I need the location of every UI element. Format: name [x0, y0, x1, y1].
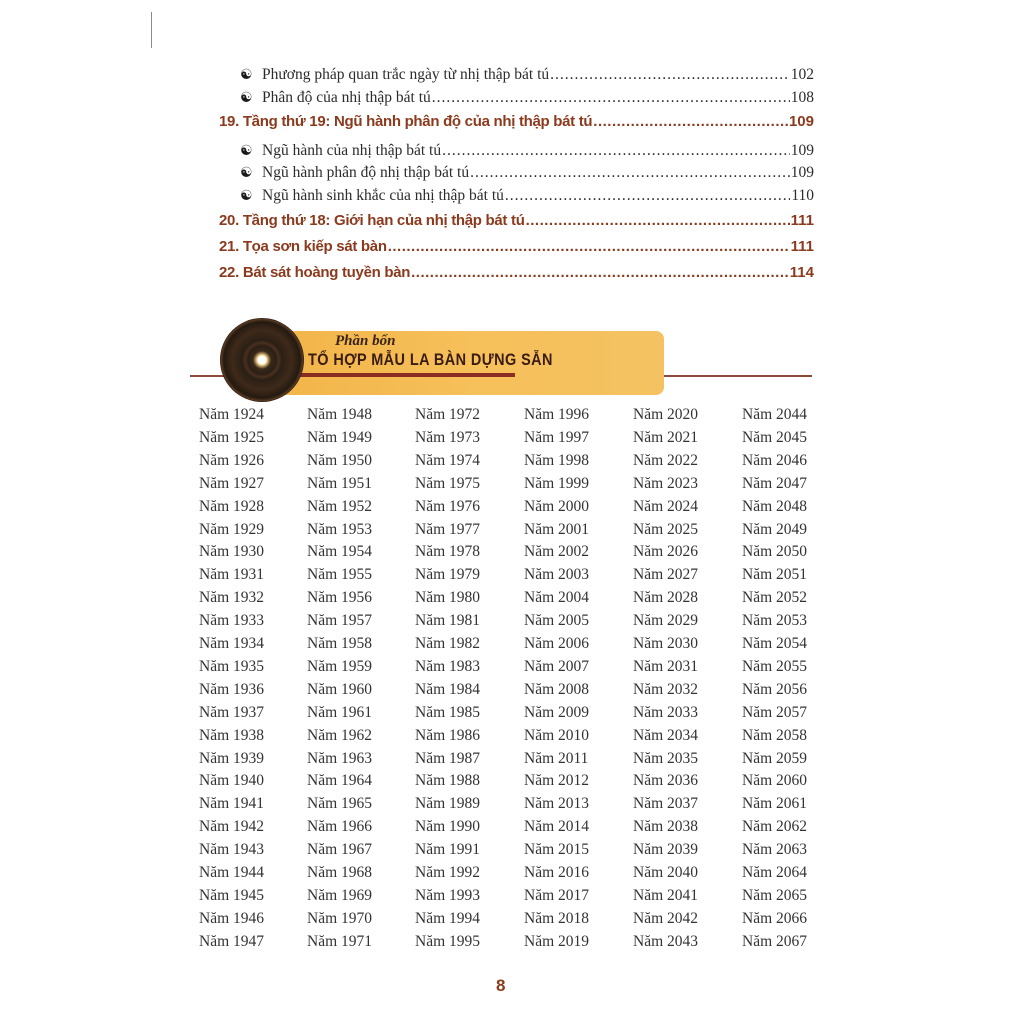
year-entry: Năm 1950	[307, 452, 373, 469]
year-entry: Năm 1935	[199, 658, 265, 675]
year-entry: Năm 1941	[199, 795, 265, 812]
year-entry: Năm 1968	[307, 864, 373, 881]
year-entry: Năm 2009	[524, 704, 590, 721]
toc-page-number: 109	[790, 164, 814, 181]
year-entry: Năm 2014	[524, 818, 590, 835]
year-entry: Năm 2059	[742, 750, 808, 767]
toc-entry-title: 19. Tầng thứ 19: Ngũ hành phân độ của nhị thập bát tú	[219, 113, 593, 130]
year-entry: Năm 2062	[742, 818, 808, 835]
year-entry: Năm 2032	[633, 681, 699, 698]
toc-subentry[interactable]	[240, 66, 814, 84]
section-banner	[190, 315, 820, 410]
year-entry: Năm 1938	[199, 727, 265, 744]
toc-entry-title: Ngũ hành của nhị thập bát tú	[262, 142, 442, 159]
year-entry: Năm 2060	[742, 772, 808, 789]
toc-entry-title: Ngũ hành phân độ nhị thập bát tú	[262, 164, 470, 181]
year-entry: Năm 2016	[524, 864, 590, 881]
year-entry: Năm 2046	[742, 452, 808, 469]
toc-page-number: 114	[789, 264, 814, 281]
year-entry: Năm 1959	[307, 658, 373, 675]
year-entry: Năm 1994	[415, 910, 481, 927]
year-entry: Năm 1940	[199, 772, 265, 789]
year-entry: Năm 1978	[415, 543, 481, 560]
toc-page-number: 109	[790, 142, 814, 159]
year-entry: Năm 1926	[199, 452, 265, 469]
yin-yang-bullet-icon: ☯	[240, 189, 253, 204]
year-entry: Năm 2023	[633, 475, 699, 492]
year-entry: Năm 2005	[524, 612, 590, 629]
dot-leader	[411, 264, 789, 281]
year-entry: Năm 1939	[199, 750, 265, 767]
year-entry: Năm 2008	[524, 681, 590, 698]
year-entry: Năm 1953	[307, 521, 373, 538]
year-entry: Năm 1958	[307, 635, 373, 652]
page-number: 8	[496, 976, 506, 995]
dot-leader	[593, 113, 788, 130]
year-entry: Năm 1996	[524, 406, 590, 423]
year-entry: Năm 1990	[415, 818, 481, 835]
year-entry: Năm 2027	[633, 566, 699, 583]
year-entry: Năm 1954	[307, 543, 373, 560]
year-entry: Năm 2066	[742, 910, 808, 927]
year-entry: Năm 2044	[742, 406, 808, 423]
toc-subentry[interactable]	[240, 142, 814, 160]
year-entry: Năm 1927	[199, 475, 265, 492]
year-entry: Năm 2037	[633, 795, 699, 812]
year-entry: Năm 1966	[307, 818, 373, 835]
year-entry: Năm 1969	[307, 887, 373, 904]
year-entry: Năm 1964	[307, 772, 373, 789]
year-entry: Năm 2039	[633, 841, 699, 858]
year-entry: Năm 1984	[415, 681, 481, 698]
year-entry: Năm 2018	[524, 910, 590, 927]
compass-disc-icon	[220, 318, 304, 402]
year-entry: Năm 1974	[415, 452, 481, 469]
year-entry: Năm 2057	[742, 704, 808, 721]
year-entry: Năm 2021	[633, 429, 699, 446]
year-entry: Năm 2029	[633, 612, 699, 629]
year-entry: Năm 2043	[633, 933, 699, 950]
year-entry: Năm 2019	[524, 933, 590, 950]
year-entry: Năm 1992	[415, 864, 481, 881]
year-entry: Năm 1943	[199, 841, 265, 858]
page-margin-line	[151, 12, 152, 48]
year-entry: Năm 1989	[415, 795, 481, 812]
year-entry: Năm 2033	[633, 704, 699, 721]
year-entry: Năm 1955	[307, 566, 373, 583]
year-entry: Năm 1949	[307, 429, 373, 446]
year-entry: Năm 1957	[307, 612, 373, 629]
year-entry: Năm 2064	[742, 864, 808, 881]
year-entry: Năm 2067	[742, 933, 808, 950]
banner-underline	[285, 373, 515, 377]
year-entry: Năm 1979	[415, 566, 481, 583]
year-entry: Năm 2047	[742, 475, 808, 492]
year-entry: Năm 1977	[415, 521, 481, 538]
year-entry: Năm 2001	[524, 521, 590, 538]
year-entry: Năm 2012	[524, 772, 590, 789]
year-entry: Năm 1987	[415, 750, 481, 767]
year-entry: Năm 2040	[633, 864, 699, 881]
year-entry: Năm 1975	[415, 475, 481, 492]
year-entry: Năm 2000	[524, 498, 590, 515]
year-entry: Năm 2051	[742, 566, 808, 583]
toc-chapter-entry[interactable]	[219, 212, 814, 229]
year-entry: Năm 2063	[742, 841, 808, 858]
year-entry: Năm 2030	[633, 635, 699, 652]
year-entry: Năm 2031	[633, 658, 699, 675]
year-entry: Năm 2050	[742, 543, 808, 560]
year-entry: Năm 2011	[524, 750, 589, 767]
year-entry: Năm 1983	[415, 658, 481, 675]
yin-yang-bullet-icon: ☯	[240, 166, 253, 181]
year-entry: Năm 2049	[742, 521, 808, 538]
year-entry: Năm 1967	[307, 841, 373, 858]
toc-chapter-entry[interactable]	[219, 238, 814, 255]
year-entry: Năm 1937	[199, 704, 265, 721]
year-entry: Năm 1948	[307, 406, 373, 423]
year-entry: Năm 2055	[742, 658, 808, 675]
year-entry: Năm 1965	[307, 795, 373, 812]
toc-subentry[interactable]	[240, 89, 814, 107]
year-entry: Năm 2003	[524, 566, 590, 583]
year-entry: Năm 1960	[307, 681, 373, 698]
year-entry: Năm 1929	[199, 521, 265, 538]
year-entry: Năm 2061	[742, 795, 808, 812]
toc-subentry[interactable]	[240, 187, 814, 205]
year-entry: Năm 1932	[199, 589, 265, 606]
year-entry: Năm 2010	[524, 727, 590, 744]
year-entry: Năm 2053	[742, 612, 808, 629]
dot-leader	[505, 187, 790, 205]
year-entry: Năm 2007	[524, 658, 590, 675]
section-subtitle: Phần bốn	[335, 333, 396, 349]
dot-leader	[470, 164, 790, 182]
year-entry: Năm 2065	[742, 887, 808, 904]
toc-chapter-entry[interactable]	[219, 113, 814, 130]
yin-yang-bullet-icon: ☯	[240, 144, 253, 159]
year-entry: Năm 1988	[415, 772, 481, 789]
year-entry: Năm 2025	[633, 521, 699, 538]
toc-page-number: 109	[788, 113, 814, 130]
toc-entry-title: Phân độ của nhị thập bát tú	[262, 89, 431, 106]
toc-page-number: 110	[791, 187, 814, 204]
year-entry: Năm 2026	[633, 543, 699, 560]
year-entry: Năm 1942	[199, 818, 265, 835]
year-entry: Năm 2036	[633, 772, 699, 789]
toc-page-number: 108	[790, 89, 814, 106]
year-entry: Năm 2006	[524, 635, 590, 652]
toc-entry-title: 20. Tầng thứ 18: Giới hạn của nhị thập bát tú	[219, 212, 525, 229]
year-entry: Năm 1961	[307, 704, 373, 721]
year-entry: Năm 1951	[307, 475, 373, 492]
section-title: TỔ HỢP MẪU LA BÀN DỰNG SẴN	[308, 350, 553, 369]
year-entry: Năm 1933	[199, 612, 265, 629]
year-entry: Năm 1986	[415, 727, 481, 744]
year-entry: Năm 1993	[415, 887, 481, 904]
yin-yang-bullet-icon: ☯	[240, 68, 253, 83]
year-entry: Năm 2015	[524, 841, 590, 858]
year-entry: Năm 2035	[633, 750, 699, 767]
toc-entry-title: Phương pháp quan trắc ngày từ nhị thập bát tú	[262, 66, 550, 83]
year-entry: Năm 2054	[742, 635, 808, 652]
year-entry: Năm 1936	[199, 681, 265, 698]
year-entry: Năm 2013	[524, 795, 590, 812]
yin-yang-bullet-icon: ☯	[240, 91, 253, 106]
toc-entry-title: 21. Tọa sơn kiếp sát bàn	[219, 238, 387, 255]
year-entry: Năm 1924	[199, 406, 265, 423]
dot-leader	[432, 89, 790, 107]
year-entry: Năm 2042	[633, 910, 699, 927]
year-entry: Năm 2045	[742, 429, 808, 446]
year-entry: Năm 2017	[524, 887, 590, 904]
year-entry: Năm 1980	[415, 589, 481, 606]
year-entry: Năm 1962	[307, 727, 373, 744]
year-entry: Năm 1930	[199, 543, 265, 560]
year-entry: Năm 2024	[633, 498, 699, 515]
dot-leader	[442, 142, 790, 160]
year-entry: Năm 1963	[307, 750, 373, 767]
dot-leader	[388, 238, 790, 255]
year-entry: Năm 1991	[415, 841, 481, 858]
dot-leader	[550, 66, 790, 84]
toc-entry-title: Ngũ hành sinh khắc của nhị thập bát tú	[262, 187, 504, 204]
year-entry: Năm 1982	[415, 635, 481, 652]
year-entry: Năm 1931	[199, 566, 265, 583]
year-entry: Năm 2052	[742, 589, 808, 606]
toc-page-number: 102	[790, 66, 814, 83]
dot-leader	[526, 212, 790, 229]
year-entry: Năm 1956	[307, 589, 373, 606]
year-entry: Năm 2041	[633, 887, 699, 904]
toc-page-number: 111	[790, 238, 814, 255]
year-entry: Năm 2048	[742, 498, 808, 515]
year-entry: Năm 2058	[742, 727, 808, 744]
year-entry: Năm 2038	[633, 818, 699, 835]
toc-chapter-entry[interactable]	[219, 264, 814, 281]
year-entry: Năm 1973	[415, 429, 481, 446]
year-entry: Năm 1925	[199, 429, 265, 446]
year-entry: Năm 1952	[307, 498, 373, 515]
year-entry: Năm 1944	[199, 864, 265, 881]
year-entry: Năm 1947	[199, 933, 265, 950]
year-entry: Năm 1976	[415, 498, 481, 515]
year-entry: Năm 1971	[307, 933, 373, 950]
toc-entry-title: 22. Bát sát hoàng tuyền bàn	[219, 264, 411, 281]
year-entry: Năm 1972	[415, 406, 481, 423]
year-entry: Năm 1946	[199, 910, 265, 927]
year-entry: Năm 2004	[524, 589, 590, 606]
year-entry: Năm 1999	[524, 475, 590, 492]
year-entry: Năm 1970	[307, 910, 373, 927]
year-entry: Năm 2002	[524, 543, 590, 560]
year-entry: Năm 2020	[633, 406, 699, 423]
year-entry: Năm 1998	[524, 452, 590, 469]
year-entry: Năm 1995	[415, 933, 481, 950]
toc-subentry[interactable]	[240, 164, 814, 182]
year-entry: Năm 1934	[199, 635, 265, 652]
year-entry: Năm 1985	[415, 704, 481, 721]
year-entry: Năm 1945	[199, 887, 265, 904]
year-entry: Năm 2022	[633, 452, 699, 469]
year-entry: Năm 2034	[633, 727, 699, 744]
year-entry: Năm 1928	[199, 498, 265, 515]
year-entry: Năm 1981	[415, 612, 481, 629]
year-entry: Năm 2028	[633, 589, 699, 606]
year-entry: Năm 2056	[742, 681, 808, 698]
year-entry: Năm 1997	[524, 429, 590, 446]
toc-page-number: 111	[790, 212, 814, 229]
